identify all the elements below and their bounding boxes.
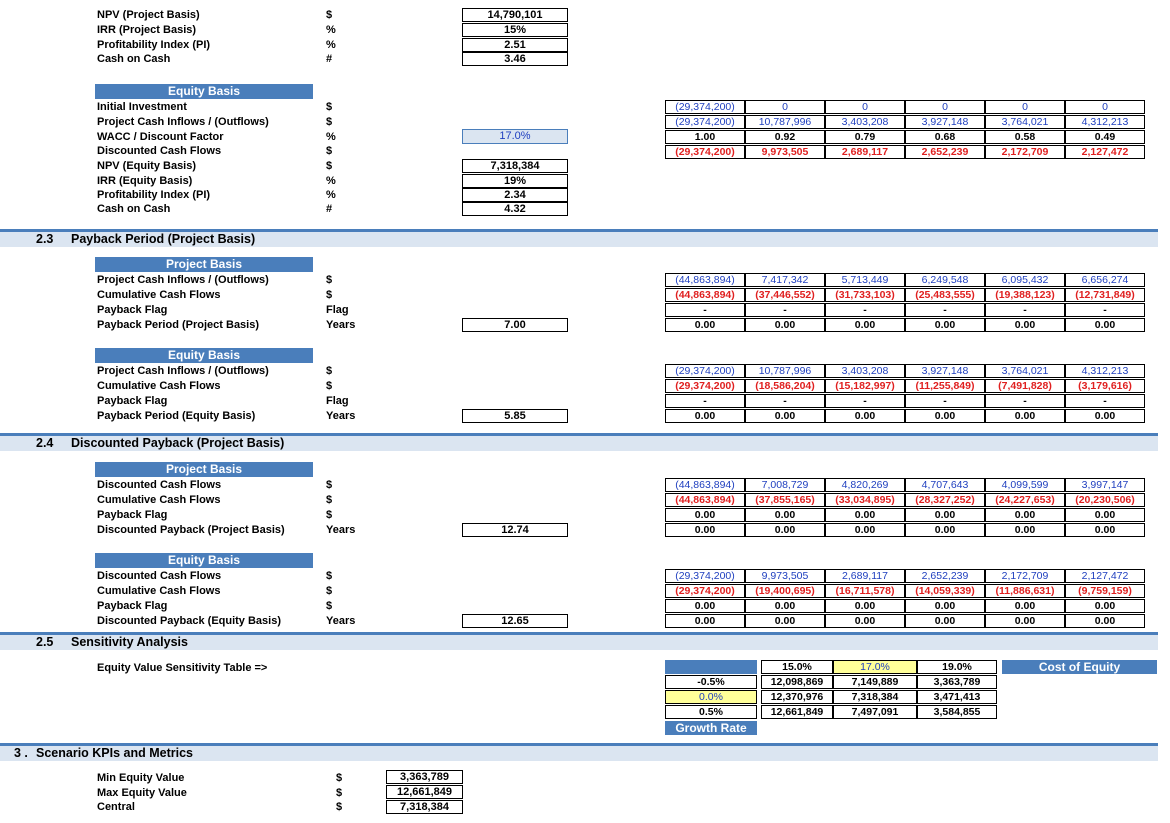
row-unit: $: [326, 494, 333, 506]
grid-cell[interactable]: 0.00: [1065, 614, 1145, 628]
section-number: 3 .: [14, 746, 28, 760]
kpi-unit: %: [326, 175, 336, 187]
equity-basis-header: Equity Basis: [95, 348, 313, 363]
grid-cell[interactable]: (44,863,894): [665, 493, 745, 507]
grid-cell[interactable]: 6,249,548: [905, 273, 985, 287]
value-cell[interactable]: 3,363,789: [917, 675, 997, 689]
scenario-unit: $: [336, 772, 343, 784]
kpi-label: Profitability Index (PI): [97, 189, 211, 201]
scenario-label: Central: [97, 801, 135, 813]
grid-cell[interactable]: (18,586,204): [745, 379, 825, 393]
section-number: 2.5: [36, 635, 54, 649]
grid-cell[interactable]: 0.00: [665, 614, 745, 628]
grid-cell[interactable]: 0.49: [1065, 130, 1145, 144]
grid-cell[interactable]: (31,733,103): [825, 288, 905, 302]
section-title: Scenario KPIs and Metrics: [36, 746, 194, 760]
grid-cell[interactable]: 7,417,342: [745, 273, 825, 287]
grid-cell[interactable]: 0.00: [905, 523, 985, 537]
grid-cell[interactable]: 0.00: [745, 523, 825, 537]
row-unit: $: [326, 289, 333, 301]
row-unit: Flag: [326, 395, 349, 407]
grid-cell[interactable]: (29,374,200): [665, 584, 745, 598]
section-title: Discounted Payback (Project Basis): [71, 436, 285, 450]
grid-cell[interactable]: 0: [985, 100, 1065, 114]
grid-cell[interactable]: (29,374,200): [665, 379, 745, 393]
grid-cell[interactable]: -: [985, 394, 1065, 408]
grid-cell[interactable]: 0.00: [985, 523, 1065, 537]
row-label: Payback Flag: [97, 509, 168, 521]
scenario-unit: $: [336, 787, 343, 799]
row-label: Discounted Payback (Equity Basis): [97, 615, 281, 627]
grid-cell[interactable]: -: [745, 303, 825, 317]
grid-cell[interactable]: 3,764,021: [985, 115, 1065, 129]
kpi-value-cell[interactable]: 19%: [462, 174, 568, 188]
kpi-label: Cash on Cash: [97, 203, 171, 215]
grid-cell[interactable]: (12,731,849): [1065, 288, 1145, 302]
row-unit: Flag: [326, 304, 349, 316]
grid-cell[interactable]: 2,127,472: [1065, 569, 1145, 583]
kpi-label: Cash on Cash: [97, 53, 171, 65]
grid-cell[interactable]: 2,127,472: [1065, 145, 1145, 159]
sensitivity-label: Equity Value Sensitivity Table =>: [97, 662, 268, 674]
grid-cell[interactable]: -: [1065, 394, 1145, 408]
row-label: Cumulative Cash Flows: [97, 289, 221, 301]
grid-cell[interactable]: 0.00: [905, 614, 985, 628]
grid-cell[interactable]: 2,172,709: [985, 145, 1065, 159]
grid-cell[interactable]: (29,374,200): [665, 115, 745, 129]
kpi-value-cell[interactable]: 2.34: [462, 188, 568, 202]
section-header-2-3: [0, 229, 1158, 247]
row-label: Cumulative Cash Flows: [97, 380, 221, 392]
grid-cell[interactable]: 0.00: [745, 318, 825, 332]
grid-cell[interactable]: 0.00: [905, 599, 985, 613]
row-label: Payback Flag: [97, 304, 168, 316]
col-header-cell: 19.0%: [917, 660, 997, 674]
grid-cell[interactable]: (37,446,552): [745, 288, 825, 302]
row-unit: $: [326, 479, 333, 491]
grid-cell[interactable]: 0.00: [825, 409, 905, 423]
grid-cell[interactable]: 0.00: [665, 409, 745, 423]
grid-cell[interactable]: -: [745, 394, 825, 408]
grid-cell[interactable]: (11,255,849): [905, 379, 985, 393]
grid-cell[interactable]: -: [665, 303, 745, 317]
grid-cell[interactable]: 0.00: [665, 318, 745, 332]
grid-cell[interactable]: 0.00: [745, 508, 825, 522]
grid-cell[interactable]: 10,787,996: [745, 115, 825, 129]
row-label: Cumulative Cash Flows: [97, 585, 221, 597]
row-unit: $: [326, 101, 333, 113]
grid-cell[interactable]: 0.00: [825, 318, 905, 332]
grid-cell[interactable]: (29,374,200): [665, 569, 745, 583]
kpi-value-cell[interactable]: 7,318,384: [462, 159, 568, 173]
grid-cell[interactable]: 4,312,213: [1065, 364, 1145, 378]
grid-cell[interactable]: 0.00: [1065, 508, 1145, 522]
kpi-unit: %: [326, 39, 336, 51]
col-header-cell: 17.0%: [833, 660, 917, 674]
grid-cell[interactable]: 3,927,148: [905, 115, 985, 129]
wacc-input[interactable]: 17.0%: [462, 129, 568, 144]
row-rate-cell: 0.5%: [665, 705, 757, 719]
row-label: Payback Period (Project Basis): [97, 319, 260, 331]
grid-cell[interactable]: (7,491,828): [985, 379, 1065, 393]
grid-cell[interactable]: 9,973,505: [745, 145, 825, 159]
row-unit: $: [326, 116, 333, 128]
row-unit: Years: [326, 410, 356, 422]
row-unit: $: [326, 274, 333, 286]
row-label: Payback Flag: [97, 600, 168, 612]
section-header-2-4: [0, 433, 1158, 451]
payback-result-cell[interactable]: 12.65: [462, 614, 568, 628]
row-unit: $: [326, 570, 333, 582]
grid-cell[interactable]: 0.00: [665, 599, 745, 613]
row-rate-cell: -0.5%: [665, 675, 757, 689]
payback-result-cell[interactable]: 5.85: [462, 409, 568, 423]
row-unit: $: [326, 600, 333, 612]
row-rate-cell: 0.0%: [665, 690, 757, 704]
grid-cell[interactable]: (29,374,200): [665, 100, 745, 114]
grid-cell[interactable]: 0.00: [825, 599, 905, 613]
row-label: Project Cash Inflows / (Outflows): [97, 116, 269, 128]
grid-cell[interactable]: 6,656,274: [1065, 273, 1145, 287]
value-cell[interactable]: 12,098,869: [761, 675, 833, 689]
grid-cell[interactable]: 0: [905, 100, 985, 114]
grid-cell[interactable]: 3,927,148: [905, 364, 985, 378]
grid-cell[interactable]: -: [905, 394, 985, 408]
scenario-unit: $: [336, 801, 343, 813]
growth-rate-header: Growth Rate: [665, 721, 757, 735]
section-number: 2.3: [36, 232, 54, 246]
row-unit: $: [326, 585, 333, 597]
grid-cell[interactable]: 0: [745, 100, 825, 114]
equity-basis-header: Equity Basis: [95, 84, 313, 99]
grid-cell[interactable]: 6,095,432: [985, 273, 1065, 287]
grid-cell[interactable]: 0.00: [745, 614, 825, 628]
kpi-value-cell[interactable]: 2.51: [462, 38, 568, 52]
scenario-value-cell[interactable]: 7,318,384: [386, 800, 463, 814]
kpi-label: NPV (Equity Basis): [97, 160, 197, 172]
grid-cell[interactable]: 4,099,599: [985, 478, 1065, 492]
value-cell[interactable]: 3,584,855: [917, 705, 997, 719]
grid-cell[interactable]: 4,820,269: [825, 478, 905, 492]
grid-cell[interactable]: (15,182,997): [825, 379, 905, 393]
grid-cell[interactable]: 9,973,505: [745, 569, 825, 583]
kpi-label: IRR (Project Basis): [97, 24, 197, 36]
section-header-3: [0, 743, 1158, 761]
row-label: Project Cash Inflows / (Outflows): [97, 365, 269, 377]
row-unit: Years: [326, 524, 356, 536]
grid-cell[interactable]: (28,327,252): [905, 493, 985, 507]
row-unit: Years: [326, 319, 356, 331]
grid-cell[interactable]: 3,997,147: [1065, 478, 1145, 492]
grid-cell[interactable]: 0.68: [905, 130, 985, 144]
kpi-value-cell[interactable]: 3.46: [462, 52, 568, 66]
kpi-unit: %: [326, 189, 336, 201]
grid-cell[interactable]: 0.00: [1065, 409, 1145, 423]
kpi-unit: %: [326, 24, 336, 36]
section-number: 2.4: [36, 436, 54, 450]
value-cell[interactable]: 12,661,849: [761, 705, 833, 719]
row-unit: $: [326, 509, 333, 521]
grid-cell[interactable]: 0.00: [985, 599, 1065, 613]
grid-cell[interactable]: 0.79: [825, 130, 905, 144]
cost-of-equity-header: Cost of Equity: [1002, 660, 1157, 674]
grid-cell[interactable]: -: [905, 303, 985, 317]
section-title: Payback Period (Project Basis): [71, 232, 256, 246]
grid-cell[interactable]: 2,652,239: [905, 569, 985, 583]
scenario-label: Min Equity Value: [97, 772, 185, 784]
grid-cell[interactable]: 1.00: [665, 130, 745, 144]
kpi-value-cell[interactable]: 4.32: [462, 202, 568, 216]
row-label: WACC / Discount Factor: [97, 131, 224, 143]
value-cell[interactable]: 7,497,091: [833, 705, 917, 719]
row-unit: $: [326, 380, 333, 392]
section-title: Sensitivity Analysis: [71, 635, 188, 649]
grid-cell[interactable]: 0: [825, 100, 905, 114]
grid-cell[interactable]: 0.00: [985, 409, 1065, 423]
project-basis-header: Project Basis: [95, 462, 313, 477]
kpi-unit: #: [326, 53, 333, 65]
kpi-label: IRR (Equity Basis): [97, 175, 193, 187]
grid-cell[interactable]: (44,863,894): [665, 288, 745, 302]
grid-cell[interactable]: (25,483,555): [905, 288, 985, 302]
value-cell[interactable]: 3,471,413: [917, 690, 997, 704]
grid-cell[interactable]: (9,759,159): [1065, 584, 1145, 598]
row-label: Project Cash Inflows / (Outflows): [97, 274, 269, 286]
row-label: Cumulative Cash Flows: [97, 494, 221, 506]
row-unit: Years: [326, 615, 356, 627]
grid-cell[interactable]: (16,711,578): [825, 584, 905, 598]
row-label: Discounted Cash Flows: [97, 570, 222, 582]
grid-cell[interactable]: 0.00: [1065, 599, 1145, 613]
grid-cell[interactable]: 0.00: [985, 508, 1065, 522]
row-unit: %: [326, 131, 336, 143]
grid-cell[interactable]: (37,855,165): [745, 493, 825, 507]
grid-cell[interactable]: (44,863,894): [665, 478, 745, 492]
row-label: Discounted Cash Flows: [97, 145, 222, 157]
grid-cell[interactable]: 2,652,239: [905, 145, 985, 159]
grid-cell[interactable]: 0.00: [825, 614, 905, 628]
grid-cell[interactable]: 0.58: [985, 130, 1065, 144]
payback-result-cell[interactable]: 7.00: [462, 318, 568, 332]
value-cell[interactable]: 7,318,384: [833, 690, 917, 704]
grid-cell[interactable]: 0.00: [905, 508, 985, 522]
grid-cell[interactable]: 0: [1065, 100, 1145, 114]
grid-cell[interactable]: -: [825, 303, 905, 317]
grid-cell[interactable]: 0.00: [665, 508, 745, 522]
row-label: Initial Investment: [97, 101, 187, 113]
grid-cell[interactable]: 10,787,996: [745, 364, 825, 378]
grid-cell[interactable]: 0.00: [1065, 318, 1145, 332]
grid-cell[interactable]: 0.00: [1065, 523, 1145, 537]
grid-cell[interactable]: (33,034,895): [825, 493, 905, 507]
grid-cell[interactable]: 2,172,709: [985, 569, 1065, 583]
col-header-cell: 15.0%: [761, 660, 833, 674]
row-label: Discounted Payback (Project Basis): [97, 524, 285, 536]
grid-cell[interactable]: 3,403,208: [825, 364, 905, 378]
grid-cell[interactable]: (24,227,653): [985, 493, 1065, 507]
row-label: Payback Flag: [97, 395, 168, 407]
grid-cell[interactable]: 4,312,213: [1065, 115, 1145, 129]
section-header-2-5: [0, 632, 1158, 650]
grid-cell[interactable]: 0.00: [745, 599, 825, 613]
grid-cell[interactable]: 3,764,021: [985, 364, 1065, 378]
kpi-value-cell[interactable]: 14,790,101: [462, 8, 568, 22]
kpi-unit: #: [326, 203, 333, 215]
grid-cell[interactable]: (44,863,894): [665, 273, 745, 287]
grid-cell[interactable]: 0.92: [745, 130, 825, 144]
grid-cell[interactable]: 0.00: [905, 318, 985, 332]
kpi-label: Profitability Index (PI): [97, 39, 211, 51]
kpi-label: NPV (Project Basis): [97, 9, 200, 21]
grid-cell[interactable]: 0.00: [825, 523, 905, 537]
grid-cell[interactable]: 5,713,449: [825, 273, 905, 287]
grid-cell[interactable]: (14,059,339): [905, 584, 985, 598]
scenario-value-cell[interactable]: 12,661,849: [386, 785, 463, 799]
value-cell[interactable]: 7,149,889: [833, 675, 917, 689]
grid-cell[interactable]: (11,886,631): [985, 584, 1065, 598]
grid-cell[interactable]: 0.00: [985, 318, 1065, 332]
grid-cell[interactable]: 2,689,117: [825, 569, 905, 583]
grid-cell[interactable]: 7,008,729: [745, 478, 825, 492]
grid-cell[interactable]: -: [825, 394, 905, 408]
row-unit: $: [326, 145, 333, 157]
row-label: Payback Period (Equity Basis): [97, 410, 256, 422]
grid-cell[interactable]: -: [985, 303, 1065, 317]
kpi-unit: $: [326, 9, 333, 21]
grid-cell[interactable]: (19,388,123): [985, 288, 1065, 302]
grid-cell[interactable]: 0.00: [905, 409, 985, 423]
payback-result-cell[interactable]: 12.74: [462, 523, 568, 537]
grid-cell[interactable]: 4,707,643: [905, 478, 985, 492]
scenario-label: Max Equity Value: [97, 787, 187, 799]
kpi-value-cell[interactable]: 15%: [462, 23, 568, 37]
grid-cell[interactable]: 2,689,117: [825, 145, 905, 159]
grid-cell[interactable]: (19,400,695): [745, 584, 825, 598]
grid-cell[interactable]: -: [665, 394, 745, 408]
equity-basis-header: Equity Basis: [95, 553, 313, 568]
corner-cell: [665, 660, 757, 674]
project-basis-header: Project Basis: [95, 257, 313, 272]
grid-cell[interactable]: (3,179,616): [1065, 379, 1145, 393]
grid-cell[interactable]: -: [1065, 303, 1145, 317]
value-cell[interactable]: 12,370,976: [761, 690, 833, 704]
scenario-value-cell[interactable]: 3,363,789: [386, 770, 463, 784]
grid-cell[interactable]: 0.00: [825, 508, 905, 522]
grid-cell[interactable]: (29,374,200): [665, 145, 745, 159]
kpi-unit: $: [326, 160, 333, 172]
grid-cell[interactable]: (20,230,506): [1065, 493, 1145, 507]
grid-cell[interactable]: 3,403,208: [825, 115, 905, 129]
row-unit: $: [326, 365, 333, 377]
grid-cell[interactable]: 0.00: [985, 614, 1065, 628]
grid-cell[interactable]: 0.00: [745, 409, 825, 423]
grid-cell[interactable]: 0.00: [665, 523, 745, 537]
row-label: Discounted Cash Flows: [97, 479, 222, 491]
grid-cell[interactable]: (29,374,200): [665, 364, 745, 378]
